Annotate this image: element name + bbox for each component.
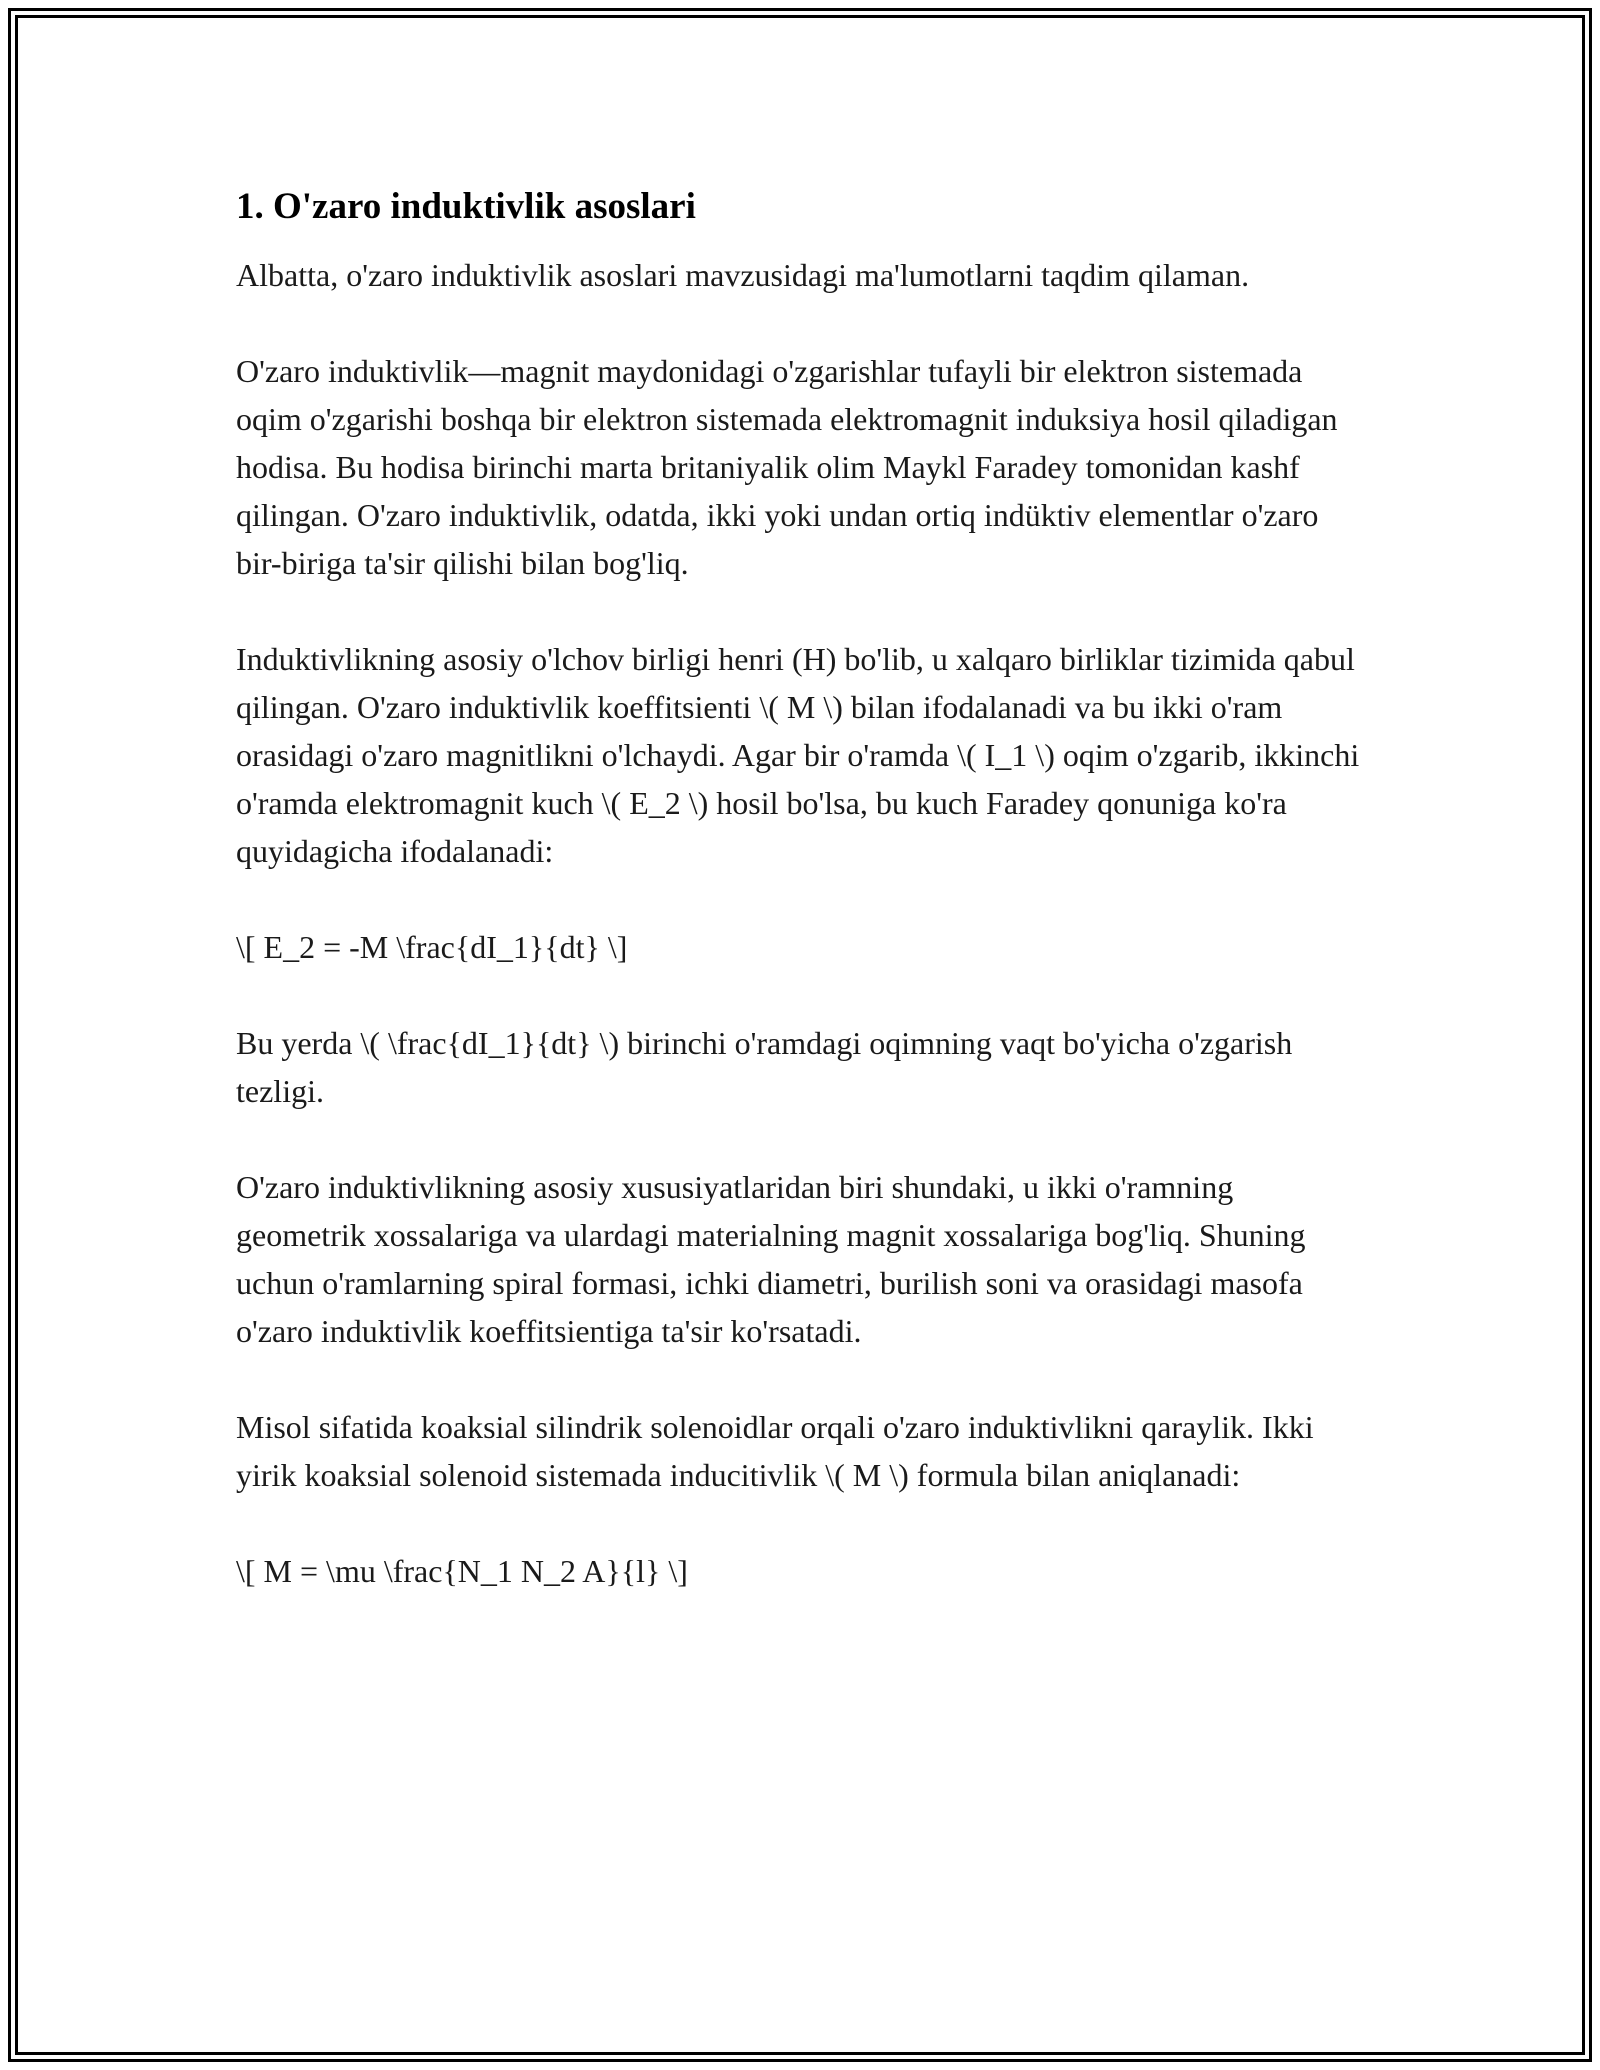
formula-explanation-paragraph: Bu yerda \( \frac{dI_1}{dt} \) birinchi o'ramdagi oqimning vaqt bo'yicha o'zgarish tezligi. [236,1025,1293,1110]
properties-paragraph: O'zaro induktivlikning asosiy xususiyatlaridan biri shundaki, u ikki o'ramning geometrik xossalariga va ulardagi materialning magnit xossalariga bog'liq. Shuning uchun o'ramlarning spiral formasi, ichki diametri, burilish soni va orasidagi masofa o'zaro induktivlik koeffitsientiga ta'sir ko'rsatadi. [236,1169,1306,1350]
example-paragraph: Misol sifatida koaksial silindrik solenoidlar orqali o'zaro induktivlikni qaraylik. Ikki yirik koaksial solenoid sistemada inducitivlik \( M \) formula bilan aniqlanadi: [236,1409,1314,1494]
unit-paragraph: Induktivlikning asosiy o'lchov birligi henri (H) bo'lib, u xalqaro birliklar tizimida qabul qilingan. O'zaro induktivlik koeffitsienti \( M \) bilan ifodalanadi va bu ikki o'ram orasidagi o'zaro magnitlikni o'lchaydi. Agar bir o'ramda \( I_1 \) oqim o'zgarib, ikkinchi o'ramda elektromagnit kuch \( E_2 \) hosil bo'lsa, bu kuch Faradey qonuniga ko'ra quyidagicha ifodalanadi: [236,641,1360,870]
section-heading: 1. O'zaro induktivlik asoslari [236,186,696,227]
formula-faraday: \[ E_2 = -M \frac{dI_1}{dt} \] [236,929,628,966]
formula-solenoid: \[ M = \mu \frac{N_1 N_2 A}{l} \] [236,1553,688,1590]
definition-paragraph: O'zaro induktivlik—magnit maydonidagi o'zgarishlar tufayli bir elektron sistemada oqim o'zgarishi boshqa bir elektron sistemada elektromagnit induksiya hosil qiladigan hodisa. Bu hodisa birinchi marta britaniyalik olim Maykl Faradey tomonidan kashf qilingan. O'zaro induktivlik, odatda, ikki yoki undan ortiq indüktiv elementlar o'zaro bir-biriga ta'sir qilishi bilan bog'liq. [236,353,1338,582]
document-body [236,185,1366,1643]
intro-paragraph: Albatta, o'zaro induktivlik asoslari mavzusidagi ma'lumotlarni taqdim qilaman. [236,257,1250,294]
